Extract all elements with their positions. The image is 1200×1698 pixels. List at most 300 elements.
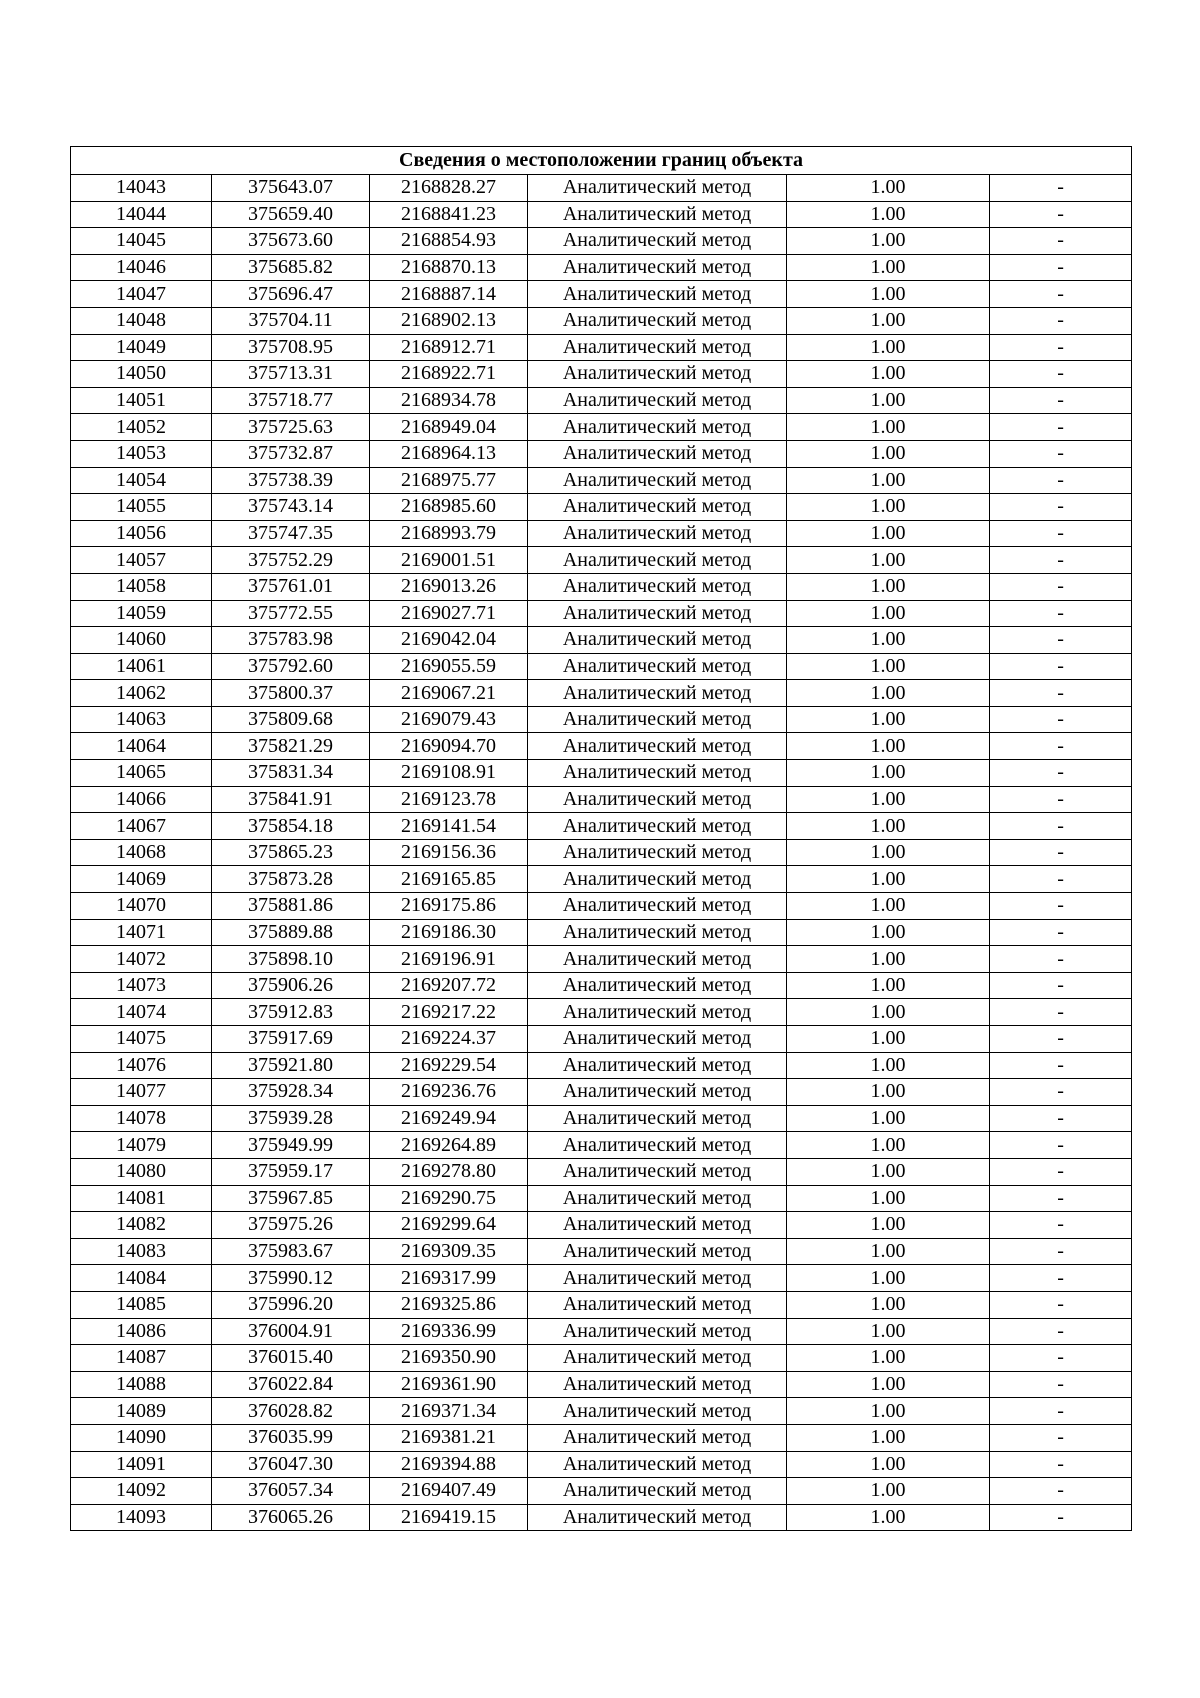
- accuracy-cell: 1.00: [787, 201, 990, 228]
- table-row: [71, 1451, 1132, 1478]
- table-row: [71, 1052, 1132, 1079]
- description-cell: -: [990, 440, 1132, 467]
- method-cell: Аналитический метод: [528, 1132, 787, 1159]
- y-coordinate-cell: 2169042.04: [370, 627, 528, 654]
- description-cell: -: [990, 1158, 1132, 1185]
- accuracy-cell: 1.00: [787, 946, 990, 973]
- method-cell: Аналитический метод: [528, 1238, 787, 1265]
- method-cell: Аналитический метод: [528, 893, 787, 920]
- accuracy-cell: 1.00: [787, 1052, 990, 1079]
- y-coordinate-cell: 2168985.60: [370, 494, 528, 521]
- y-coordinate-cell: 2169224.37: [370, 1026, 528, 1053]
- table-row: [71, 839, 1132, 866]
- table-row: [71, 361, 1132, 388]
- point-number-cell: 14065: [71, 760, 212, 787]
- point-number-cell: 14072: [71, 946, 212, 973]
- x-coordinate-cell: 375821.29: [212, 733, 370, 760]
- method-cell: Аналитический метод: [528, 1026, 787, 1053]
- description-cell: -: [990, 547, 1132, 574]
- point-number-cell: 14048: [71, 307, 212, 334]
- point-number-cell: 14081: [71, 1185, 212, 1212]
- table-row: [71, 653, 1132, 680]
- description-cell: -: [990, 1318, 1132, 1345]
- x-coordinate-cell: 375983.67: [212, 1238, 370, 1265]
- description-cell: -: [990, 1265, 1132, 1292]
- y-coordinate-cell: 2168854.93: [370, 228, 528, 255]
- y-coordinate-cell: 2169165.85: [370, 866, 528, 893]
- y-coordinate-cell: 2169394.88: [370, 1451, 528, 1478]
- method-cell: Аналитический метод: [528, 281, 787, 308]
- y-coordinate-cell: 2168912.71: [370, 334, 528, 361]
- y-coordinate-cell: 2169141.54: [370, 813, 528, 840]
- accuracy-cell: 1.00: [787, 1291, 990, 1318]
- description-cell: -: [990, 254, 1132, 281]
- x-coordinate-cell: 375975.26: [212, 1212, 370, 1239]
- table-row: [71, 946, 1132, 973]
- table-row: [71, 1345, 1132, 1372]
- point-number-cell: 14044: [71, 201, 212, 228]
- table-row: [71, 254, 1132, 281]
- x-coordinate-cell: 375949.99: [212, 1132, 370, 1159]
- accuracy-cell: 1.00: [787, 1265, 990, 1292]
- table-row: [71, 175, 1132, 202]
- method-cell: Аналитический метод: [528, 972, 787, 999]
- y-coordinate-cell: 2168934.78: [370, 387, 528, 414]
- accuracy-cell: 1.00: [787, 1424, 990, 1451]
- y-coordinate-cell: 2169278.80: [370, 1158, 528, 1185]
- x-coordinate-cell: 375831.34: [212, 760, 370, 787]
- accuracy-cell: 1.00: [787, 972, 990, 999]
- method-cell: Аналитический метод: [528, 733, 787, 760]
- method-cell: Аналитический метод: [528, 334, 787, 361]
- table-title: Сведения о местоположении границ объекта: [71, 147, 1132, 175]
- x-coordinate-cell: 375659.40: [212, 201, 370, 228]
- method-cell: Аналитический метод: [528, 254, 787, 281]
- x-coordinate-cell: 375865.23: [212, 839, 370, 866]
- method-cell: Аналитический метод: [528, 387, 787, 414]
- table-row: [71, 866, 1132, 893]
- table-row: [71, 1212, 1132, 1239]
- description-cell: -: [990, 573, 1132, 600]
- point-number-cell: 14043: [71, 175, 212, 202]
- x-coordinate-cell: 375928.34: [212, 1079, 370, 1106]
- x-coordinate-cell: 376028.82: [212, 1398, 370, 1425]
- description-cell: -: [990, 361, 1132, 388]
- table-row: [71, 600, 1132, 627]
- description-cell: -: [990, 760, 1132, 787]
- x-coordinate-cell: 376057.34: [212, 1478, 370, 1505]
- y-coordinate-cell: 2168975.77: [370, 467, 528, 494]
- point-number-cell: 14060: [71, 627, 212, 654]
- method-cell: Аналитический метод: [528, 760, 787, 787]
- accuracy-cell: 1.00: [787, 839, 990, 866]
- x-coordinate-cell: 375643.07: [212, 175, 370, 202]
- method-cell: Аналитический метод: [528, 1424, 787, 1451]
- table-row: [71, 733, 1132, 760]
- y-coordinate-cell: 2169419.15: [370, 1504, 528, 1531]
- description-cell: -: [990, 1132, 1132, 1159]
- description-cell: -: [990, 653, 1132, 680]
- point-number-cell: 14058: [71, 573, 212, 600]
- description-cell: -: [990, 1291, 1132, 1318]
- point-number-cell: 14079: [71, 1132, 212, 1159]
- x-coordinate-cell: 376047.30: [212, 1451, 370, 1478]
- x-coordinate-cell: 375747.35: [212, 520, 370, 547]
- description-cell: -: [990, 1238, 1132, 1265]
- y-coordinate-cell: 2169325.86: [370, 1291, 528, 1318]
- description-cell: -: [990, 520, 1132, 547]
- boundary-coordinates-table: [70, 146, 1132, 1531]
- table-row: [71, 813, 1132, 840]
- method-cell: Аналитический метод: [528, 839, 787, 866]
- y-coordinate-cell: 2169317.99: [370, 1265, 528, 1292]
- description-cell: -: [990, 1345, 1132, 1372]
- method-cell: Аналитический метод: [528, 1105, 787, 1132]
- x-coordinate-cell: 375881.86: [212, 893, 370, 920]
- description-cell: -: [990, 786, 1132, 813]
- description-cell: -: [990, 175, 1132, 202]
- accuracy-cell: 1.00: [787, 1504, 990, 1531]
- point-number-cell: 14054: [71, 467, 212, 494]
- method-cell: Аналитический метод: [528, 361, 787, 388]
- method-cell: Аналитический метод: [528, 919, 787, 946]
- y-coordinate-cell: 2169236.76: [370, 1079, 528, 1106]
- y-coordinate-cell: 2168828.27: [370, 175, 528, 202]
- method-cell: Аналитический метод: [528, 520, 787, 547]
- point-number-cell: 14089: [71, 1398, 212, 1425]
- method-cell: Аналитический метод: [528, 201, 787, 228]
- x-coordinate-cell: 375959.17: [212, 1158, 370, 1185]
- y-coordinate-cell: 2168922.71: [370, 361, 528, 388]
- description-cell: -: [990, 627, 1132, 654]
- accuracy-cell: 1.00: [787, 919, 990, 946]
- y-coordinate-cell: 2169299.64: [370, 1212, 528, 1239]
- description-cell: -: [990, 467, 1132, 494]
- y-coordinate-cell: 2168870.13: [370, 254, 528, 281]
- table-row: [71, 1265, 1132, 1292]
- table-row: [71, 1132, 1132, 1159]
- method-cell: Аналитический метод: [528, 653, 787, 680]
- description-cell: -: [990, 839, 1132, 866]
- point-number-cell: 14091: [71, 1451, 212, 1478]
- accuracy-cell: 1.00: [787, 1185, 990, 1212]
- accuracy-cell: 1.00: [787, 547, 990, 574]
- y-coordinate-cell: 2169067.21: [370, 680, 528, 707]
- point-number-cell: 14055: [71, 494, 212, 521]
- description-cell: -: [990, 733, 1132, 760]
- point-number-cell: 14052: [71, 414, 212, 441]
- y-coordinate-cell: 2169217.22: [370, 999, 528, 1026]
- point-number-cell: 14064: [71, 733, 212, 760]
- point-number-cell: 14063: [71, 706, 212, 733]
- y-coordinate-cell: 2169094.70: [370, 733, 528, 760]
- point-number-cell: 14085: [71, 1291, 212, 1318]
- table-row: [71, 520, 1132, 547]
- point-number-cell: 14046: [71, 254, 212, 281]
- table-row: [71, 706, 1132, 733]
- method-cell: Аналитический метод: [528, 547, 787, 574]
- description-cell: -: [990, 1398, 1132, 1425]
- description-cell: -: [990, 1079, 1132, 1106]
- point-number-cell: 14083: [71, 1238, 212, 1265]
- method-cell: Аналитический метод: [528, 573, 787, 600]
- description-cell: -: [990, 893, 1132, 920]
- description-cell: -: [990, 1105, 1132, 1132]
- x-coordinate-cell: 375738.39: [212, 467, 370, 494]
- y-coordinate-cell: 2169264.89: [370, 1132, 528, 1159]
- method-cell: Аналитический метод: [528, 706, 787, 733]
- y-coordinate-cell: 2169013.26: [370, 573, 528, 600]
- point-number-cell: 14086: [71, 1318, 212, 1345]
- y-coordinate-cell: 2169175.86: [370, 893, 528, 920]
- y-coordinate-cell: 2169079.43: [370, 706, 528, 733]
- y-coordinate-cell: 2168902.13: [370, 307, 528, 334]
- table-row: [71, 1105, 1132, 1132]
- description-cell: -: [990, 1185, 1132, 1212]
- description-cell: -: [990, 999, 1132, 1026]
- method-cell: Аналитический метод: [528, 440, 787, 467]
- accuracy-cell: 1.00: [787, 307, 990, 334]
- accuracy-cell: 1.00: [787, 387, 990, 414]
- accuracy-cell: 1.00: [787, 440, 990, 467]
- x-coordinate-cell: 375967.85: [212, 1185, 370, 1212]
- table-row: [71, 1238, 1132, 1265]
- method-cell: Аналитический метод: [528, 1345, 787, 1372]
- y-coordinate-cell: 2169156.36: [370, 839, 528, 866]
- description-cell: -: [990, 494, 1132, 521]
- method-cell: Аналитический метод: [528, 1318, 787, 1345]
- description-cell: -: [990, 334, 1132, 361]
- table-row: [71, 201, 1132, 228]
- method-cell: Аналитический метод: [528, 414, 787, 441]
- method-cell: Аналитический метод: [528, 1451, 787, 1478]
- point-number-cell: 14073: [71, 972, 212, 999]
- y-coordinate-cell: 2169249.94: [370, 1105, 528, 1132]
- x-coordinate-cell: 375939.28: [212, 1105, 370, 1132]
- method-cell: Аналитический метод: [528, 494, 787, 521]
- y-coordinate-cell: 2169371.34: [370, 1398, 528, 1425]
- x-coordinate-cell: 375809.68: [212, 706, 370, 733]
- table-body: [71, 175, 1132, 1531]
- description-cell: -: [990, 1052, 1132, 1079]
- method-cell: Аналитический метод: [528, 1371, 787, 1398]
- x-coordinate-cell: 375889.88: [212, 919, 370, 946]
- method-cell: Аналитический метод: [528, 175, 787, 202]
- method-cell: Аналитический метод: [528, 1291, 787, 1318]
- accuracy-cell: 1.00: [787, 1105, 990, 1132]
- method-cell: Аналитический метод: [528, 1265, 787, 1292]
- y-coordinate-cell: 2168841.23: [370, 201, 528, 228]
- accuracy-cell: 1.00: [787, 334, 990, 361]
- x-coordinate-cell: 375704.11: [212, 307, 370, 334]
- point-number-cell: 14080: [71, 1158, 212, 1185]
- table-row: [71, 228, 1132, 255]
- x-coordinate-cell: 375743.14: [212, 494, 370, 521]
- x-coordinate-cell: 376065.26: [212, 1504, 370, 1531]
- y-coordinate-cell: 2168949.04: [370, 414, 528, 441]
- table-row: [71, 1318, 1132, 1345]
- accuracy-cell: 1.00: [787, 680, 990, 707]
- y-coordinate-cell: 2169001.51: [370, 547, 528, 574]
- y-coordinate-cell: 2169196.91: [370, 946, 528, 973]
- description-cell: -: [990, 414, 1132, 441]
- x-coordinate-cell: 375696.47: [212, 281, 370, 308]
- point-number-cell: 14087: [71, 1345, 212, 1372]
- accuracy-cell: 1.00: [787, 893, 990, 920]
- description-cell: -: [990, 307, 1132, 334]
- description-cell: -: [990, 919, 1132, 946]
- x-coordinate-cell: 375792.60: [212, 653, 370, 680]
- point-number-cell: 14066: [71, 786, 212, 813]
- point-number-cell: 14056: [71, 520, 212, 547]
- x-coordinate-cell: 376004.91: [212, 1318, 370, 1345]
- point-number-cell: 14053: [71, 440, 212, 467]
- y-coordinate-cell: 2169108.91: [370, 760, 528, 787]
- y-coordinate-cell: 2169336.99: [370, 1318, 528, 1345]
- table-row: [71, 387, 1132, 414]
- point-number-cell: 14075: [71, 1026, 212, 1053]
- point-number-cell: 14071: [71, 919, 212, 946]
- method-cell: Аналитический метод: [528, 999, 787, 1026]
- method-cell: Аналитический метод: [528, 1478, 787, 1505]
- y-coordinate-cell: 2169123.78: [370, 786, 528, 813]
- accuracy-cell: 1.00: [787, 281, 990, 308]
- point-number-cell: 14068: [71, 839, 212, 866]
- accuracy-cell: 1.00: [787, 494, 990, 521]
- accuracy-cell: 1.00: [787, 1158, 990, 1185]
- accuracy-cell: 1.00: [787, 228, 990, 255]
- description-cell: -: [990, 1451, 1132, 1478]
- point-number-cell: 14069: [71, 866, 212, 893]
- table-row: [71, 1026, 1132, 1053]
- description-cell: -: [990, 1424, 1132, 1451]
- accuracy-cell: 1.00: [787, 573, 990, 600]
- description-cell: -: [990, 1026, 1132, 1053]
- y-coordinate-cell: 2168993.79: [370, 520, 528, 547]
- method-cell: Аналитический метод: [528, 1185, 787, 1212]
- accuracy-cell: 1.00: [787, 627, 990, 654]
- table-row: [71, 1478, 1132, 1505]
- y-coordinate-cell: 2169309.35: [370, 1238, 528, 1265]
- table-row: [71, 1185, 1132, 1212]
- table-row: [71, 1291, 1132, 1318]
- table-row: [71, 440, 1132, 467]
- x-coordinate-cell: 375713.31: [212, 361, 370, 388]
- accuracy-cell: 1.00: [787, 520, 990, 547]
- x-coordinate-cell: 375854.18: [212, 813, 370, 840]
- x-coordinate-cell: 375996.20: [212, 1291, 370, 1318]
- accuracy-cell: 1.00: [787, 1212, 990, 1239]
- point-number-cell: 14062: [71, 680, 212, 707]
- x-coordinate-cell: 375898.10: [212, 946, 370, 973]
- y-coordinate-cell: 2169361.90: [370, 1371, 528, 1398]
- table-row: [71, 1424, 1132, 1451]
- point-number-cell: 14090: [71, 1424, 212, 1451]
- table-row: [71, 999, 1132, 1026]
- table-row: [71, 1158, 1132, 1185]
- table-row: [71, 919, 1132, 946]
- point-number-cell: 14049: [71, 334, 212, 361]
- point-number-cell: 14067: [71, 813, 212, 840]
- point-number-cell: 14077: [71, 1079, 212, 1106]
- point-number-cell: 14070: [71, 893, 212, 920]
- method-cell: Аналитический метод: [528, 813, 787, 840]
- method-cell: Аналитический метод: [528, 946, 787, 973]
- description-cell: -: [990, 281, 1132, 308]
- point-number-cell: 14084: [71, 1265, 212, 1292]
- point-number-cell: 14061: [71, 653, 212, 680]
- table-row: [71, 1079, 1132, 1106]
- table-row: [71, 1398, 1132, 1425]
- x-coordinate-cell: 375685.82: [212, 254, 370, 281]
- x-coordinate-cell: 375921.80: [212, 1052, 370, 1079]
- description-cell: -: [990, 1478, 1132, 1505]
- table-row: [71, 281, 1132, 308]
- description-cell: -: [990, 706, 1132, 733]
- description-cell: -: [990, 201, 1132, 228]
- method-cell: Аналитический метод: [528, 1158, 787, 1185]
- description-cell: -: [990, 946, 1132, 973]
- point-number-cell: 14047: [71, 281, 212, 308]
- accuracy-cell: 1.00: [787, 1318, 990, 1345]
- accuracy-cell: 1.00: [787, 1079, 990, 1106]
- x-coordinate-cell: 375673.60: [212, 228, 370, 255]
- accuracy-cell: 1.00: [787, 1371, 990, 1398]
- accuracy-cell: 1.00: [787, 467, 990, 494]
- x-coordinate-cell: 375783.98: [212, 627, 370, 654]
- accuracy-cell: 1.00: [787, 1345, 990, 1372]
- method-cell: Аналитический метод: [528, 1398, 787, 1425]
- accuracy-cell: 1.00: [787, 1132, 990, 1159]
- y-coordinate-cell: 2169027.71: [370, 600, 528, 627]
- description-cell: -: [990, 866, 1132, 893]
- method-cell: Аналитический метод: [528, 627, 787, 654]
- method-cell: Аналитический метод: [528, 228, 787, 255]
- point-number-cell: 14051: [71, 387, 212, 414]
- x-coordinate-cell: 375990.12: [212, 1265, 370, 1292]
- accuracy-cell: 1.00: [787, 999, 990, 1026]
- y-coordinate-cell: 2169290.75: [370, 1185, 528, 1212]
- table-row: [71, 680, 1132, 707]
- y-coordinate-cell: 2168964.13: [370, 440, 528, 467]
- x-coordinate-cell: 375718.77: [212, 387, 370, 414]
- accuracy-cell: 1.00: [787, 254, 990, 281]
- table-row: [71, 760, 1132, 787]
- accuracy-cell: 1.00: [787, 706, 990, 733]
- description-cell: -: [990, 680, 1132, 707]
- accuracy-cell: 1.00: [787, 786, 990, 813]
- point-number-cell: 14045: [71, 228, 212, 255]
- description-cell: -: [990, 1212, 1132, 1239]
- x-coordinate-cell: 375906.26: [212, 972, 370, 999]
- description-cell: -: [990, 387, 1132, 414]
- x-coordinate-cell: 375917.69: [212, 1026, 370, 1053]
- point-number-cell: 14092: [71, 1478, 212, 1505]
- point-number-cell: 14078: [71, 1105, 212, 1132]
- accuracy-cell: 1.00: [787, 866, 990, 893]
- table-row: [71, 467, 1132, 494]
- description-cell: -: [990, 600, 1132, 627]
- accuracy-cell: 1.00: [787, 733, 990, 760]
- method-cell: Аналитический метод: [528, 1212, 787, 1239]
- point-number-cell: 14082: [71, 1212, 212, 1239]
- y-coordinate-cell: 2169186.30: [370, 919, 528, 946]
- method-cell: Аналитический метод: [528, 1052, 787, 1079]
- table-row: [71, 573, 1132, 600]
- table-title-row: [71, 147, 1132, 175]
- accuracy-cell: 1.00: [787, 1398, 990, 1425]
- description-cell: -: [990, 1504, 1132, 1531]
